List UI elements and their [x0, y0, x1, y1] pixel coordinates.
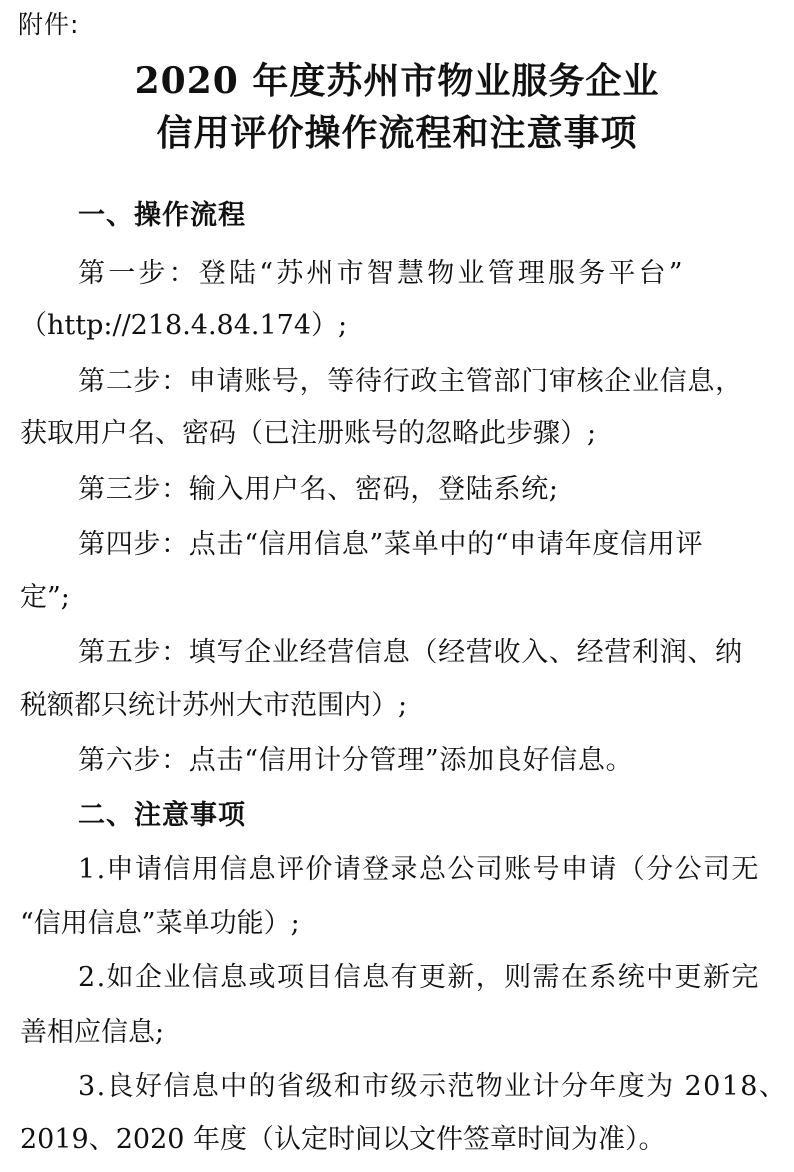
attachment-label: 附件:	[18, 10, 80, 39]
step-1-line-1: 第一步：登陆“苏州市智慧物业管理服务平台”	[78, 258, 686, 289]
step-1-line-2: （http://218.4.84.174）;	[20, 310, 348, 341]
document-title-line-1: 2020 年度苏州市物业服务企业	[134, 60, 660, 102]
note-2-line-2: 善相应信息;	[20, 1017, 165, 1048]
note-2-line-1: 2.如企业信息或项目信息有更新，则需在系统中更新完	[78, 962, 760, 993]
step-4-line-1: 第四步：点击“信用信息”菜单中的“申请年度信用评	[78, 529, 704, 560]
document-title-line-2: 信用评价操作流程和注意事项	[156, 112, 638, 154]
section-heading-process: 一、操作流程	[78, 200, 246, 231]
step-2-line-1: 第二步：申请账号，等待行政主管部门审核企业信息，	[78, 366, 743, 397]
step-4-line-2: 定”;	[20, 582, 70, 613]
step-3: 第三步：输入用户名、密码，登陆系统;	[78, 474, 559, 505]
note-3-line-1: 3.良好信息中的省级和市级示范物业计分年度为 2018、	[78, 1071, 788, 1102]
note-1-line-1: 1.申请信用信息评价请登录总公司账号申请（分公司无	[78, 854, 760, 885]
step-2-line-2: 获取用户名、密码（已注册账号的忽略此步骤）;	[20, 418, 597, 449]
section-heading-notes: 二、注意事项	[78, 800, 246, 831]
note-3-line-2: 2019、2020 年度（认定时间以文件签章时间为准）。	[20, 1124, 666, 1155]
step-5-line-2: 税额都只统计苏州大市范围内）;	[20, 690, 408, 721]
step-5-line-1: 第五步：填写企业经营信息（经营收入、经营利润、纳	[78, 637, 743, 668]
step-6: 第六步：点击“信用计分管理”添加良好信息。	[78, 745, 634, 776]
note-1-line-2: “信用信息”菜单功能）;	[20, 908, 300, 939]
